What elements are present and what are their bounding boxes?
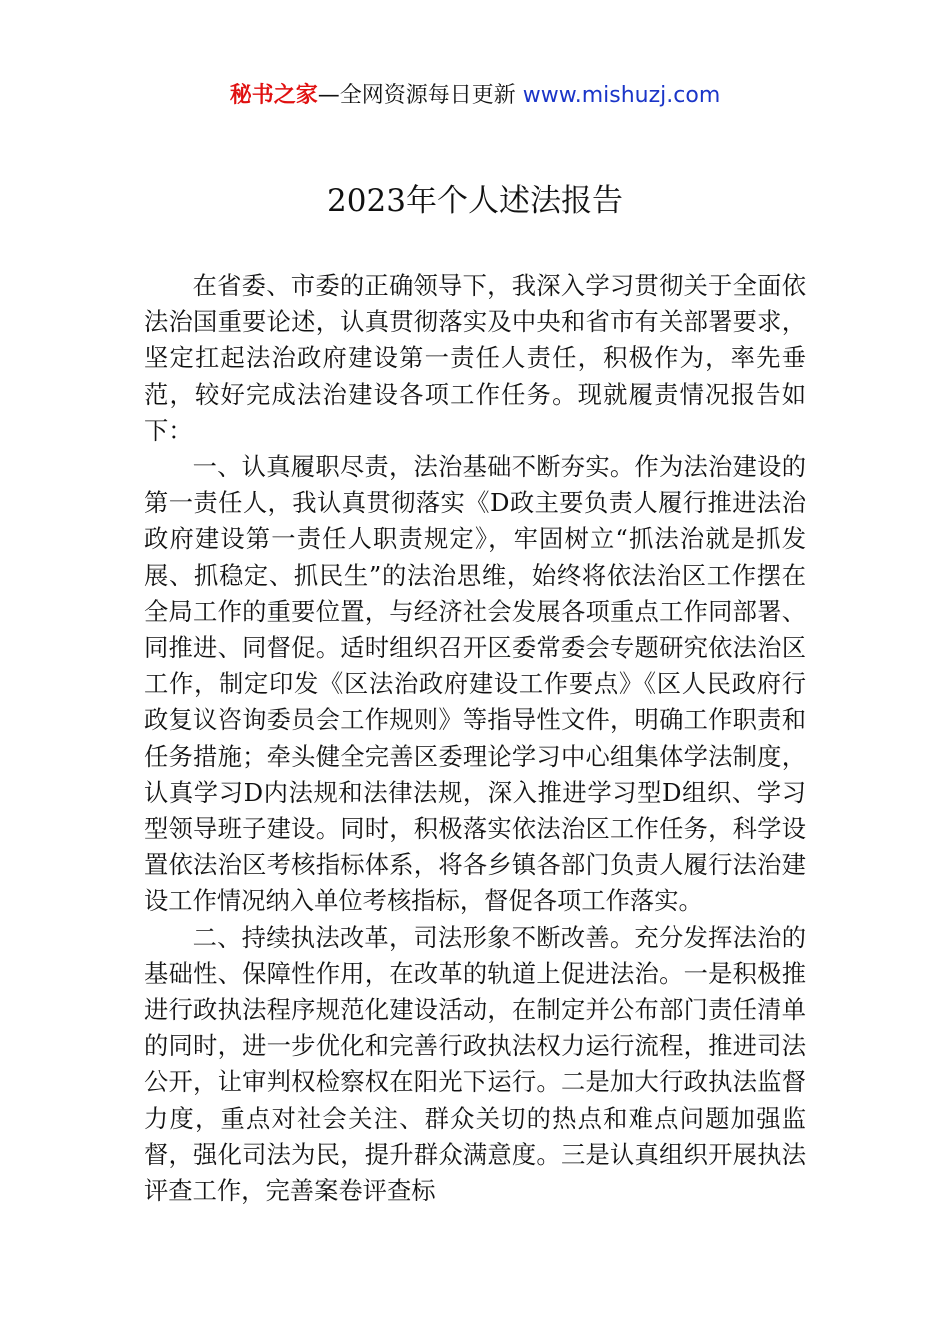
brand-name: 秘书之家 xyxy=(229,83,318,108)
site-url-link[interactable]: www.mishuzj.com xyxy=(522,83,721,108)
document-body xyxy=(144,268,806,1209)
paragraph-section-two: 二、持续执法改革，司法形象不断改善。充分发挥法治的基础性、保障性作用，在改革的轨道上促进法治。一是积极推进行政执法程序规范化建设活动，在制定并公布部门责任清单的同时，进一步优化和完善行政执法权力运行流程，推进司法公开，让审判权检察权在阳光下运行。二是加大行政执法监督力度，重点对社会关注、群众关切的热点和难点问题加强监督，强化司法为民，提升群众满意度。三是认真组织开展执法评查工作，完善案卷评查标 xyxy=(144,922,806,1206)
page-header xyxy=(0,80,950,112)
header-tagline: —全网资源每日更新 xyxy=(317,83,523,108)
document-title: 2023年个人述法报告 xyxy=(327,183,623,219)
paragraph-intro: 在省委、市委的正确领导下，我深入学习贯彻关于全面依法治国重要论述，认真贯彻落实及中央和省市有关部署要求，坚定扛起法治政府建设第一责任人责任，积极作为，率先垂范，较好完成法治建设各项工作任务。现就履责情况报告如下： xyxy=(144,271,806,445)
paragraph-section-one: 一、认真履职尽责，法治基础不断夯实。作为法治建设的第一责任人，我认真贯彻落实《D政主要负责人履行推进法治政府建设第一责任人职责规定》，牢固树立“抓法治就是抓发展、抓稳定、抓民生”的法治思维，始终将依法治区工作摆在全局工作的重要位置，与经济社会发展各项重点工作同部署、同推进、同督促。适时组织召开区委常委会专题研究依法治区工作，制定印发《区法治政府建设工作要点》《区人民政府行政复议咨询委员会工作规则》等指导性文件，明确工作职责和任务措施；牵头健全完善区委理论学习中心组集体学法制度，认真学习D内法规和法律法规，深入推进学习型D组织、学习型领导班子建设。同时，积极落实依法治区工作任务，科学设置依法治区考核指标体系，将各乡镇各部门负责人履行法治建设工作情况纳入单位考核指标，督促各项工作落实。 xyxy=(144,452,806,916)
